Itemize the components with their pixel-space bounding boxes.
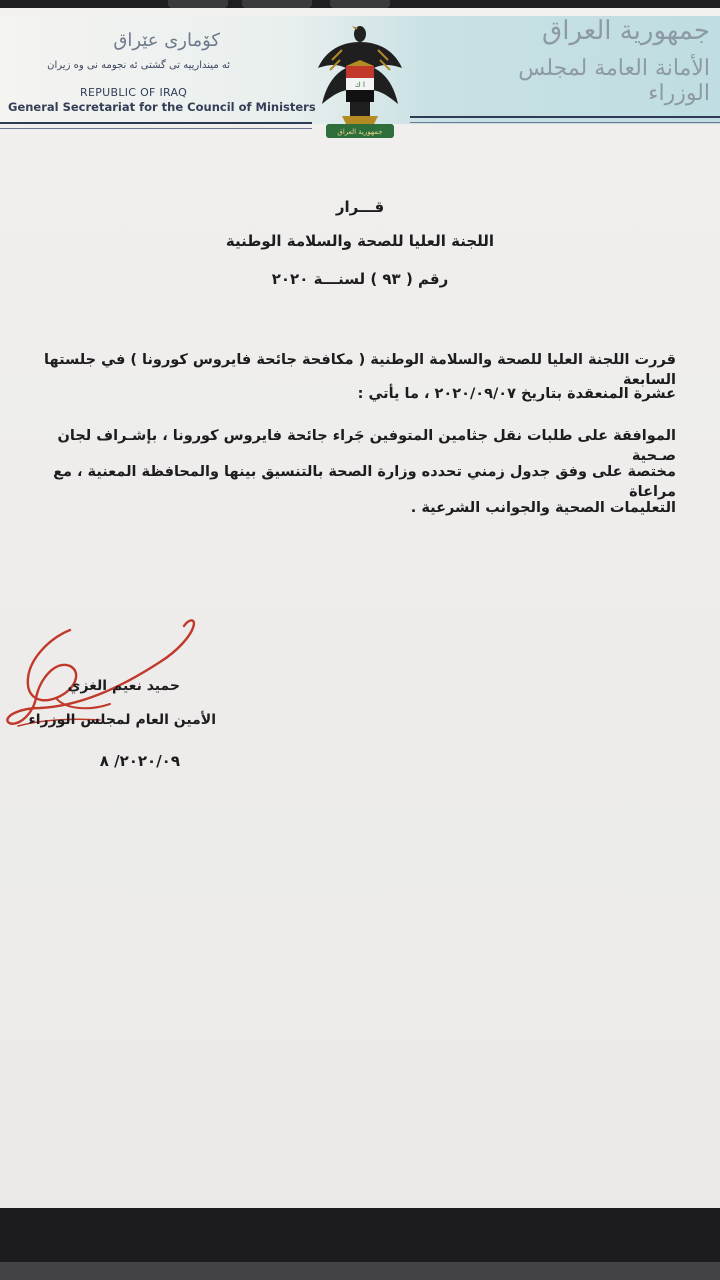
committee-name: اللجنة العليا للصحة والسلامة الوطنية [225, 232, 495, 250]
svg-text:جمهورية العراق: جمهورية العراق [337, 128, 383, 136]
header-rule-left-thin [0, 128, 312, 129]
paragraph2-line2: مختصة على وفق جدول زمني تحدده وزارة الصحة بالتنسيق بينها والمحافظة المعنية ، مع مراعاة [53, 464, 676, 500]
paragraph1-line2: عشرة المنعقدة بتاريخ ٢٠٢٠/٠٩/٠٧ ، ما يأتي : [357, 386, 676, 402]
signer-title: الأمين العام لمجلس الوزراء [28, 712, 216, 728]
header-rule-right [410, 116, 720, 118]
arabic-secretariat-title: الأمانة العامة لمجلس الوزراء [518, 56, 710, 106]
decision-number: رقم ( ٩٣ ) لسنـــة ٢٠٢٠ [271, 270, 449, 288]
decision-heading: قـــرار [335, 198, 385, 216]
arabic-republic-title: جمهورية العراق [542, 16, 710, 46]
svg-text:ا ك: ا ك [355, 81, 365, 89]
paragraph2-line3: التعليمات الصحية والجوانب الشرعية . [410, 500, 676, 516]
paragraph1-line1: قررت اللجنة العليا للصحة والسلامة الوطنية ( مكافحة جائحة فايروس كورونا ) في جلستها السابعة [44, 352, 676, 388]
header-rule-right-thin [410, 122, 720, 123]
kurdish-subtitle: ئه میندارییه تی گشتی ئه نجومه نی وه زیران [47, 60, 230, 71]
paragraph2-line1: الموافقة على طلبات نقل جثامين المتوفين جَراء جائحة فايروس كورونا ، بإشـراف لجان صـحية [57, 428, 676, 464]
iraq-eagle-emblem-icon [312, 20, 408, 146]
signer-name: حميد نعيم الغزي [67, 678, 180, 694]
strip-tab [168, 0, 228, 8]
background-edge [0, 1262, 720, 1280]
strip-tab [330, 0, 390, 8]
secretariat-label: General Secretariat for the Council of Ministers [8, 100, 316, 114]
republic-of-iraq-label: REPUBLIC OF IRAQ [80, 86, 188, 99]
kurdish-title: کۆماری عێراق [113, 30, 220, 51]
header-rule-left [0, 122, 312, 124]
strip-tab [242, 0, 312, 8]
signature-date: ٢٠٢٠/٠٩/ ٨ [99, 752, 180, 770]
